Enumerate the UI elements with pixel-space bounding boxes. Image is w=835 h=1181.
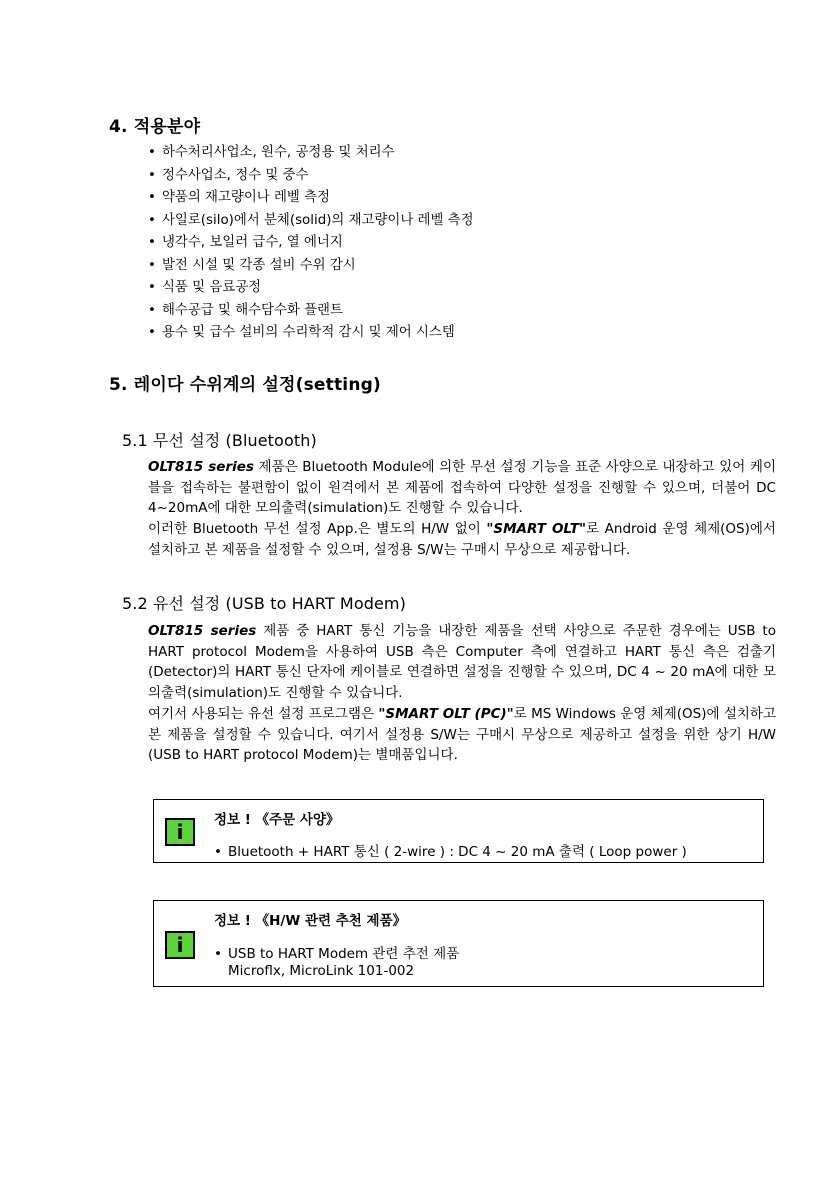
info-box-line: • USB to HART Modem 관련 추전 제품 xyxy=(214,946,460,962)
paragraph-text: 제품은 Bluetooth Module에 의한 무선 설정 기능을 표준 사양으로 내장하고 있어 케이블을 접속하는 불편함이 없이 원격에서 본 제품에 접속하여 다양한 설정을 진행할 수 있으며, 더불어 DC 4~20mA에 대한 모의출력(simulation)도 진행할 수 있습니다. xyxy=(148,459,776,517)
paragraph-text: 제품 중 HART 통신 기능을 내장한 제품을 선택 사양으로 주문한 경우에는 USB to HART protocol Modem을 사용하여 USB 측은 Computer 측에 연결하고 HART 통신 측은 검출기(Detector)의 HART 통신 단자에 케이블로 연결하면 설정을 진행할 수 있으며, DC 4 ~ 20 mA에 대한 모의출력(simulation)도 진행할 수 있습니다. xyxy=(148,623,776,702)
list-item: • 정수사업소, 정수 및 중수 xyxy=(148,166,474,189)
list-item: • 발전 시설 및 각종 설비 수위 감시 xyxy=(148,256,474,279)
list-item: • 사일로(silo)에서 분체(solid)의 재고량이나 레벨 측정 xyxy=(148,211,474,234)
info-box-line-text: USB to HART Modem 관련 추전 제품 xyxy=(228,946,460,962)
info-box-title: 정보 ! 《주문 사양》 xyxy=(214,812,340,828)
application-list xyxy=(148,143,474,346)
info-box-line-text: Bluetooth + HART 통신 ( 2-wire ) : DC 4 ~ 20 mA 출력 ( Loop power ) xyxy=(228,844,687,860)
list-item: • 냉각수, 보일러 급수, 열 에너지 xyxy=(148,233,474,256)
paragraph-text: 로 MS Windows 운영 체제(OS)에 설치하고 본 제품을 설정할 수 있습니다. 여기서 설정용 S/W는 구매시 무상으로 제공하고 설정을 위한 상기 H/W (USB to HART protocol Modem)는 별매품입니다. xyxy=(148,705,776,764)
info-box-hw-recommend xyxy=(153,900,764,987)
list-item: • 하수처리사업소, 원수, 공정용 및 처리수 xyxy=(148,143,474,166)
section-5-2-body xyxy=(148,621,776,766)
app-name: "SMART OLT" xyxy=(486,521,587,538)
section-4-title: 4. 적용분야 xyxy=(109,117,201,137)
info-box-line: Microflx, MicroLink 101-002 xyxy=(228,963,415,979)
section-5-1-title: 5.1 무선 설정 (Bluetooth) xyxy=(122,431,317,450)
paragraph xyxy=(148,519,776,560)
paragraph-text: 이러한 Bluetooth 무선 설정 App.은 별도의 H/W 없이 xyxy=(148,521,487,538)
info-box-order-spec xyxy=(153,799,764,863)
model-name: OLT815 series xyxy=(148,459,254,475)
info-icon: i xyxy=(165,931,195,959)
paragraph-text: 여기서 사용되는 유선 설정 프로그램은 xyxy=(148,705,379,722)
section-5-title: 5. 레이다 수위계의 설정(setting) xyxy=(109,375,381,395)
app-name: "SMART OLT (PC)" xyxy=(378,705,514,722)
paragraph-text: 로 Android 운영 체제(OS)에서 설치하고 본 제품을 설정할 수 있으며, 설정용 S/W는 구매시 무상으로 제공합니다. xyxy=(148,521,776,558)
paragraph xyxy=(148,457,776,519)
paragraph xyxy=(148,704,776,766)
info-box-title: 정보 ! 《H/W 관련 추천 제품》 xyxy=(214,913,407,929)
paragraph xyxy=(148,621,776,704)
list-item: • 식품 및 음료공정 xyxy=(148,278,474,301)
section-5-1-body xyxy=(148,457,776,561)
list-item: • 해수공급 및 해수담수화 플랜트 xyxy=(148,301,474,324)
model-name: OLT815 series xyxy=(148,623,257,639)
info-icon: i xyxy=(165,818,195,846)
info-box-line: • Bluetooth + HART 통신 ( 2-wire ) : DC 4 ~ 20 mA 출력 ( Loop power ) xyxy=(214,844,687,860)
section-5-2-title: 5.2 유선 설정 (USB to HART Modem) xyxy=(122,594,406,613)
list-item: • 용수 및 급수 설비의 수리학적 감시 및 제어 시스템 xyxy=(148,323,474,346)
list-item: • 약품의 재고량이나 레벨 측정 xyxy=(148,188,474,211)
